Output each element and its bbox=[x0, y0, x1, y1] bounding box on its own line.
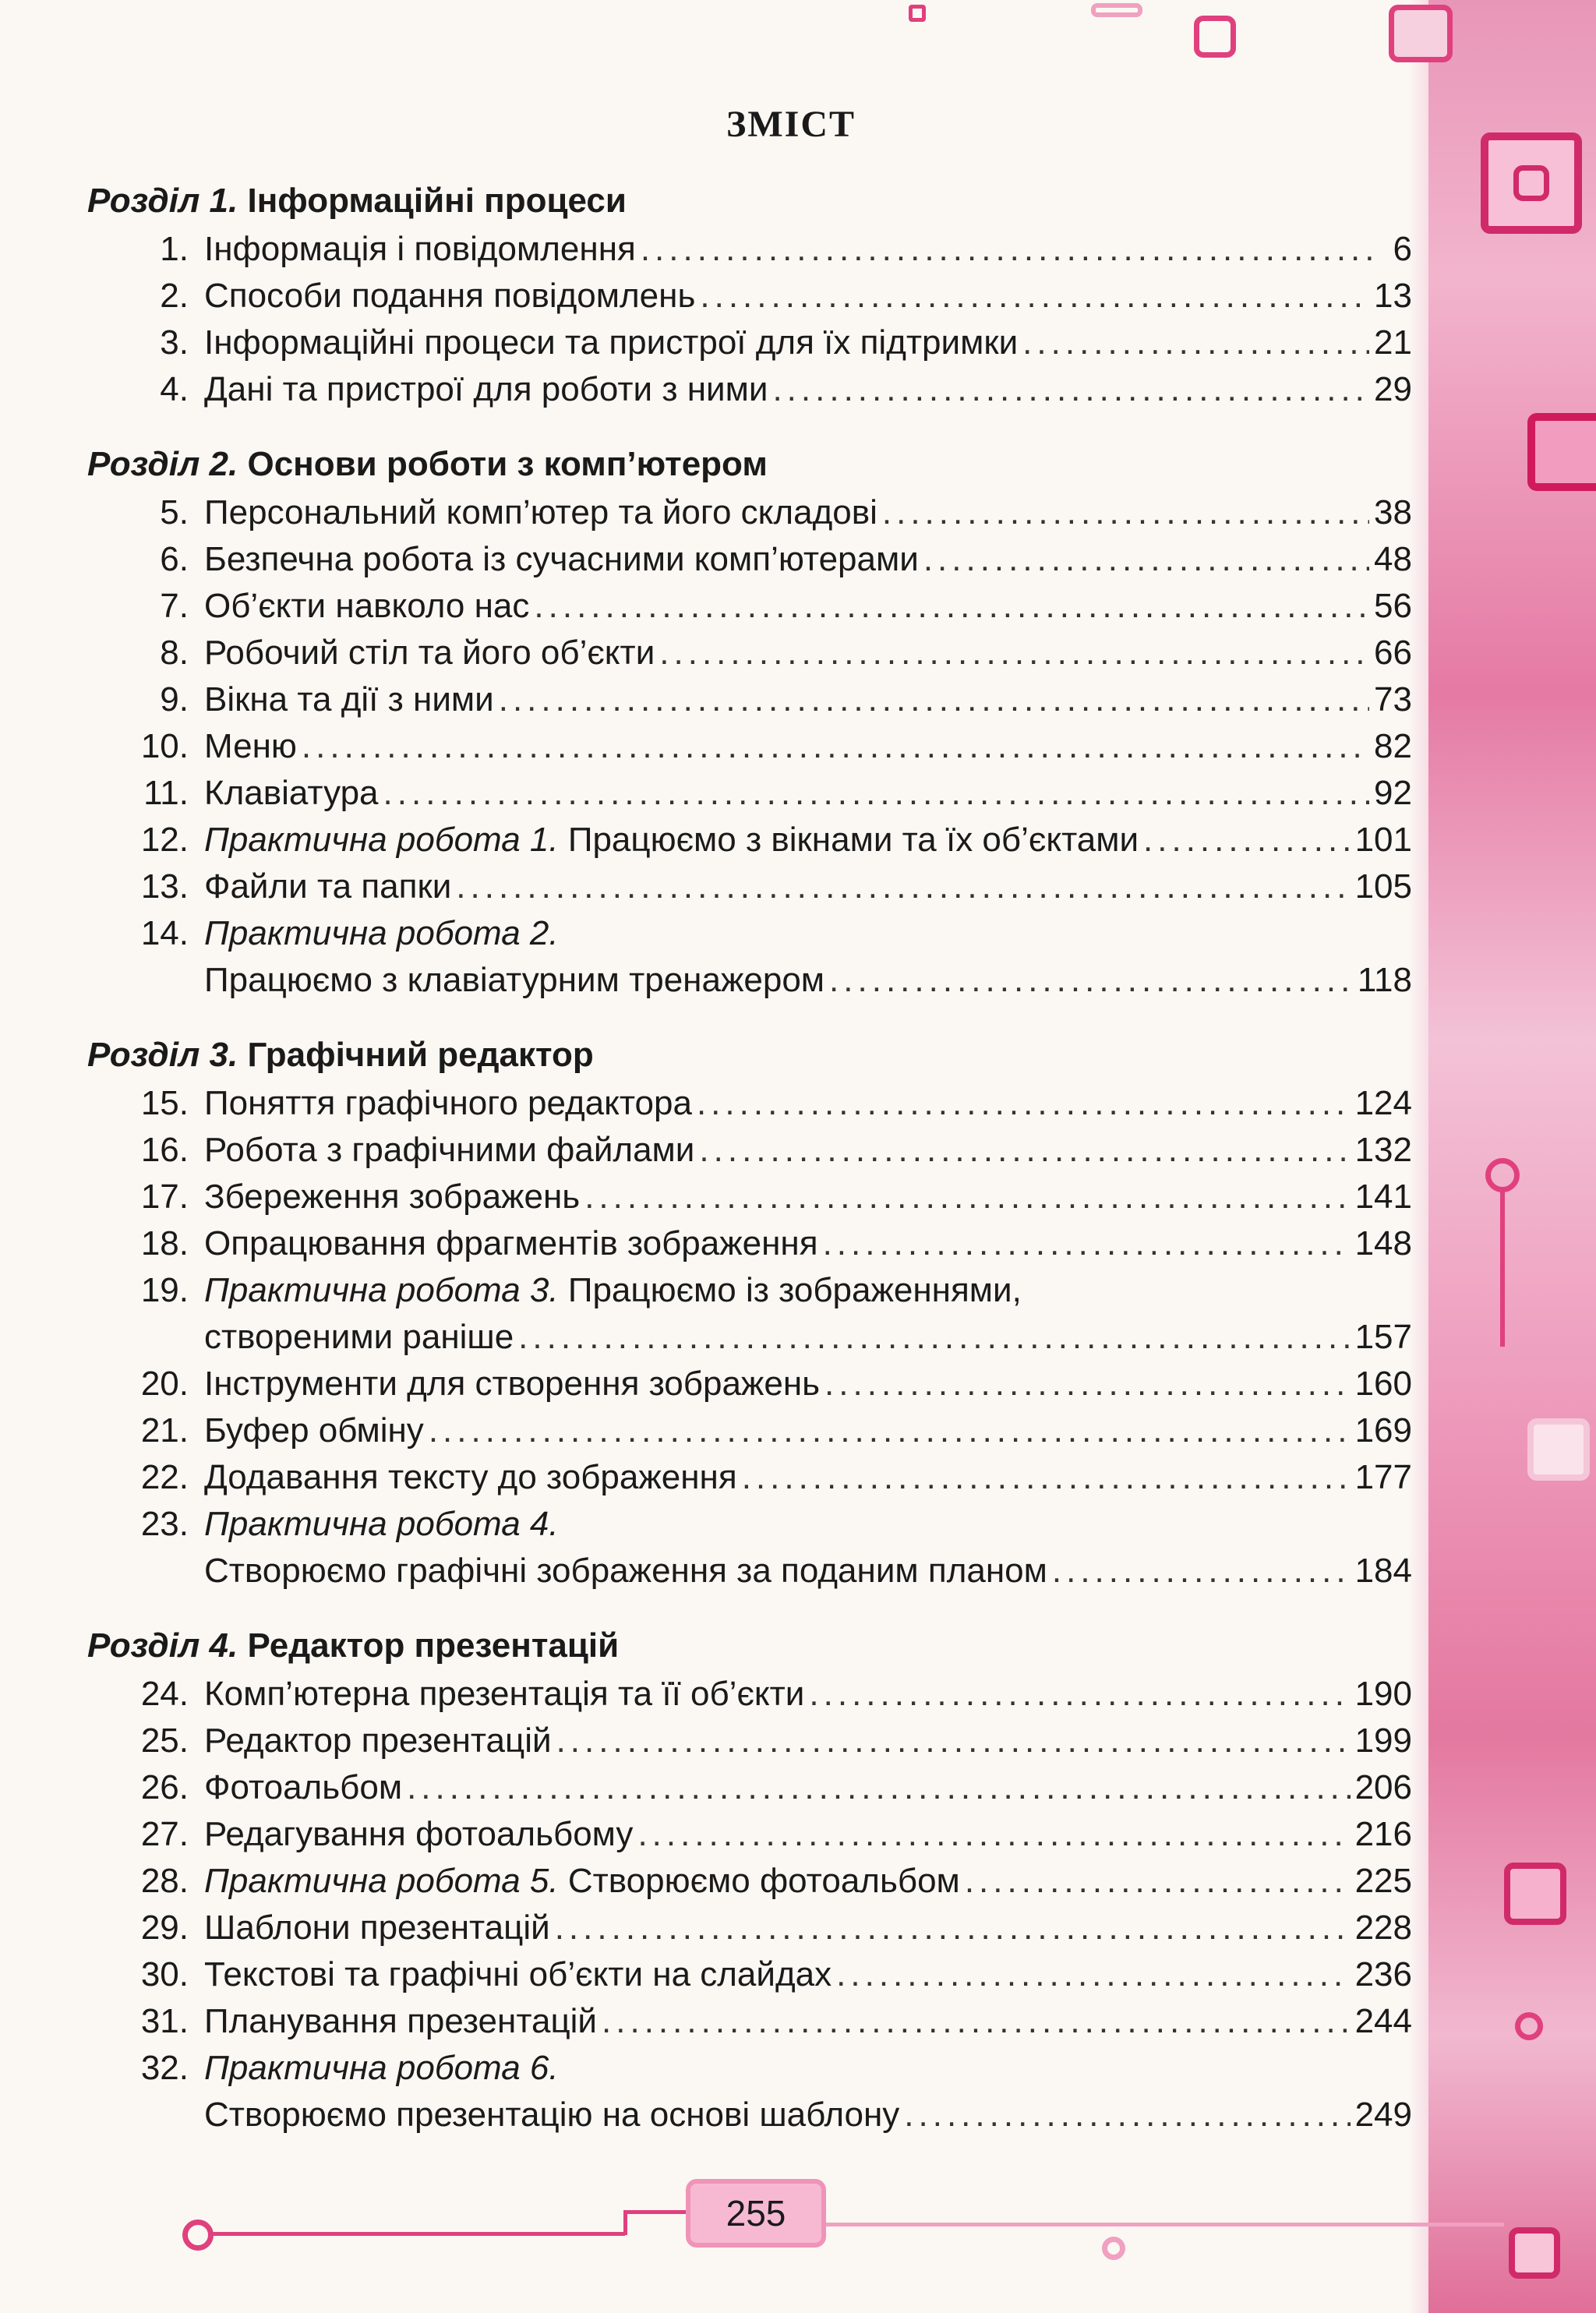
entry-page-number: 199 bbox=[1354, 1722, 1412, 1760]
entry-text: Вікна та дії з ними bbox=[204, 680, 494, 719]
section-heading bbox=[87, 1621, 1412, 1671]
dot-leader bbox=[882, 489, 1369, 536]
toc-entry[interactable] bbox=[87, 817, 1412, 863]
entry-text: Опрацювання фрагментів зображення bbox=[204, 1224, 818, 1262]
entry-text: Файли та папки bbox=[204, 867, 452, 906]
toc-entry[interactable] bbox=[87, 957, 1412, 1004]
toc-entry[interactable] bbox=[87, 1407, 1412, 1454]
entry-number: 4. bbox=[160, 370, 189, 408]
entry-number: 18. bbox=[140, 1224, 189, 1262]
toc-entry[interactable] bbox=[87, 630, 1412, 676]
section-heading bbox=[87, 176, 1412, 226]
entry-text: Буфер обміну bbox=[204, 1411, 424, 1450]
entry-title bbox=[204, 1905, 550, 1951]
entry-title bbox=[204, 1858, 960, 1905]
entry-title bbox=[204, 1220, 818, 1267]
entry-italic-prefix: Практична робота 1. bbox=[204, 821, 559, 859]
dot-leader bbox=[637, 1811, 1350, 1858]
entry-text: Способи подання повідомлень bbox=[204, 277, 696, 315]
entry-page-number: 21 bbox=[1374, 323, 1412, 362]
entry-italic-prefix: Практична робота 6. bbox=[204, 2049, 559, 2087]
entry-page-number: 38 bbox=[1374, 493, 1412, 531]
entry-text: Працюємо із зображеннями, bbox=[558, 1271, 1022, 1309]
entry-text: Клавіатура bbox=[204, 774, 379, 812]
entry-title bbox=[204, 1174, 580, 1220]
page-title: ЗМІСТ bbox=[726, 104, 856, 145]
toc-entry[interactable] bbox=[87, 1548, 1412, 1594]
entry-title bbox=[204, 366, 768, 413]
dot-leader bbox=[923, 536, 1369, 583]
entry-title bbox=[204, 630, 655, 676]
entry-italic-prefix: Практична робота 2. bbox=[204, 914, 559, 952]
entry-page-number: 105 bbox=[1354, 867, 1412, 906]
entry-title bbox=[204, 1548, 1047, 1594]
entry-title bbox=[204, 1998, 597, 2045]
entry-page-number: 169 bbox=[1354, 1411, 1412, 1450]
toc-entry[interactable] bbox=[87, 1220, 1412, 1267]
decor-ring-icon bbox=[1102, 2237, 1125, 2260]
toc-entry[interactable] bbox=[87, 320, 1412, 366]
entry-number: 14. bbox=[140, 914, 189, 952]
entry-number: 30. bbox=[140, 1955, 189, 1993]
decor-line bbox=[623, 2210, 686, 2214]
entry-text: створеними раніше bbox=[204, 1318, 514, 1356]
entry-number: 2. bbox=[160, 277, 189, 315]
entry-text: Створюємо презентацію на основі шаблону bbox=[204, 2096, 900, 2134]
entry-number: 15. bbox=[140, 1084, 189, 1122]
entry-title bbox=[204, 723, 297, 770]
entry-text: Збереження зображень bbox=[204, 1178, 581, 1216]
entry-page-number: 118 bbox=[1357, 961, 1412, 999]
dot-leader bbox=[824, 1361, 1351, 1407]
entry-title bbox=[204, 1267, 1022, 1314]
toc-entry[interactable] bbox=[87, 1361, 1412, 1407]
section-heading bbox=[87, 1030, 1412, 1080]
dot-leader bbox=[602, 1998, 1351, 2045]
entry-page-number: 249 bbox=[1354, 2096, 1412, 2134]
decor-square-icon bbox=[1194, 16, 1236, 58]
entry-text: Дані та пристрої для роботи з ними bbox=[204, 370, 768, 408]
toc-entry[interactable] bbox=[87, 2045, 1412, 2092]
entry-title bbox=[204, 1764, 402, 1811]
decor-ring-icon bbox=[1485, 1158, 1520, 1192]
dot-leader bbox=[584, 1174, 1350, 1220]
entry-number: 29. bbox=[140, 1909, 189, 1947]
entry-number: 1. bbox=[160, 230, 189, 268]
dot-leader bbox=[556, 1718, 1351, 1764]
entry-title bbox=[204, 1454, 737, 1501]
entry-number: 12. bbox=[140, 821, 189, 859]
entry-title bbox=[204, 1314, 514, 1361]
dot-leader bbox=[641, 226, 1376, 273]
section-label: Розділ 4. bbox=[87, 1626, 238, 1665]
entry-text: Шаблони презентацій bbox=[204, 1909, 550, 1947]
entry-text: Меню bbox=[204, 727, 297, 765]
toc-entry[interactable] bbox=[87, 770, 1412, 817]
dot-leader bbox=[697, 1080, 1351, 1127]
section-label: Розділ 1. bbox=[87, 182, 238, 220]
entry-page-number: 216 bbox=[1354, 1815, 1412, 1853]
toc-entry[interactable] bbox=[87, 910, 1412, 957]
decor-square-icon bbox=[1527, 1418, 1590, 1481]
entry-number: 32. bbox=[140, 2049, 189, 2087]
entry-text: Планування презентацій bbox=[204, 2002, 598, 2040]
entry-title bbox=[204, 226, 636, 273]
dot-leader bbox=[700, 273, 1369, 320]
decor-square-icon bbox=[1091, 3, 1142, 17]
entry-page-number: 190 bbox=[1354, 1675, 1412, 1713]
toc-entry[interactable] bbox=[87, 1951, 1412, 1998]
entry-number: 31. bbox=[140, 2002, 189, 2040]
entry-number: 22. bbox=[140, 1458, 189, 1496]
entry-text: Фотоальбом bbox=[204, 1768, 403, 1806]
entry-page-number: 160 bbox=[1354, 1365, 1412, 1403]
entry-title bbox=[204, 320, 1018, 366]
entry-page-number: 236 bbox=[1354, 1955, 1412, 1993]
dot-leader bbox=[829, 957, 1353, 1004]
entry-page-number: 66 bbox=[1374, 634, 1412, 672]
dot-leader bbox=[1143, 817, 1351, 863]
entry-number: 17. bbox=[140, 1178, 189, 1216]
entry-number: 7. bbox=[160, 587, 189, 625]
toc-entry[interactable] bbox=[87, 863, 1412, 910]
entry-title bbox=[204, 957, 824, 1004]
entry-title bbox=[204, 1407, 424, 1454]
entry-page-number: 124 bbox=[1354, 1084, 1412, 1122]
entry-page-number: 206 bbox=[1354, 1768, 1412, 1806]
entry-number: 21. bbox=[140, 1411, 189, 1450]
entry-title bbox=[204, 273, 695, 320]
dot-leader bbox=[456, 863, 1350, 910]
entry-title bbox=[204, 1671, 804, 1718]
dot-leader bbox=[809, 1671, 1350, 1718]
entry-title bbox=[204, 817, 1139, 863]
decor-square-icon bbox=[1504, 1863, 1566, 1925]
entry-title bbox=[204, 536, 919, 583]
dot-leader bbox=[699, 1127, 1350, 1174]
entry-text: Інформаційні процеси та пристрої для їх підтримки bbox=[204, 323, 1019, 362]
dot-leader bbox=[772, 366, 1369, 413]
entry-number: 19. bbox=[140, 1271, 189, 1309]
entry-page-number: 82 bbox=[1374, 727, 1412, 765]
entry-text: Безпечна робота із сучасними комп’ютерами bbox=[204, 540, 919, 578]
entry-text: Інформація і повідомлення bbox=[204, 230, 636, 268]
toc-entry[interactable] bbox=[87, 1811, 1412, 1858]
entry-title bbox=[204, 2092, 899, 2138]
toc-entry[interactable] bbox=[87, 2092, 1412, 2138]
dot-leader bbox=[407, 1764, 1351, 1811]
toc-entry[interactable] bbox=[87, 273, 1412, 320]
entry-title bbox=[204, 770, 379, 817]
section-label: Розділ 2. bbox=[87, 445, 238, 483]
dot-leader bbox=[383, 770, 1370, 817]
entry-page-number: 148 bbox=[1354, 1224, 1412, 1262]
dot-leader bbox=[823, 1220, 1351, 1267]
entry-title bbox=[204, 1811, 633, 1858]
dot-leader bbox=[555, 1905, 1351, 1951]
entry-text: Робота з графічними файлами bbox=[204, 1131, 695, 1169]
section-name: Графічний редактор bbox=[247, 1036, 594, 1074]
entry-number: 3. bbox=[160, 323, 189, 362]
toc-entry[interactable] bbox=[87, 723, 1412, 770]
entry-page-number: 73 bbox=[1374, 680, 1412, 719]
entry-title bbox=[204, 1080, 692, 1127]
decor-line bbox=[212, 2232, 625, 2236]
entry-page-number: 244 bbox=[1354, 2002, 1412, 2040]
decor-square-icon bbox=[1513, 165, 1549, 201]
table-of-contents bbox=[87, 176, 1412, 2138]
entry-text: Персональний комп’ютер та його складові bbox=[204, 493, 877, 531]
entry-italic-prefix: Практична робота 5. bbox=[204, 1862, 559, 1900]
entry-page-number: 132 bbox=[1354, 1131, 1412, 1169]
entry-number: 25. bbox=[140, 1722, 189, 1760]
toc-entry[interactable] bbox=[87, 226, 1412, 273]
entry-number: 11. bbox=[143, 774, 189, 812]
entry-page-number: 48 bbox=[1374, 540, 1412, 578]
toc-entry[interactable] bbox=[87, 676, 1412, 723]
toc-entry[interactable] bbox=[87, 1454, 1412, 1501]
dot-leader bbox=[836, 1951, 1350, 1998]
entry-title bbox=[204, 1127, 694, 1174]
entry-number: 24. bbox=[140, 1675, 189, 1713]
dot-leader bbox=[904, 2092, 1350, 2138]
toc-entry[interactable] bbox=[87, 489, 1412, 536]
entry-title bbox=[204, 1718, 552, 1764]
entry-page-number: 184 bbox=[1354, 1552, 1412, 1590]
entry-text: Редактор презентацій bbox=[204, 1722, 552, 1760]
entry-italic-prefix: Практична робота 4. bbox=[204, 1505, 559, 1543]
entry-number: 27. bbox=[140, 1815, 189, 1853]
entry-page-number: 177 bbox=[1354, 1458, 1412, 1496]
entry-page-number: 29 bbox=[1374, 370, 1412, 408]
entry-number: 23. bbox=[140, 1505, 189, 1543]
entry-number: 5. bbox=[160, 493, 189, 531]
section-heading bbox=[87, 440, 1412, 489]
entry-number: 28. bbox=[140, 1862, 189, 1900]
entry-number: 6. bbox=[160, 540, 189, 578]
dot-leader bbox=[1052, 1548, 1351, 1594]
dot-leader bbox=[534, 583, 1369, 630]
entry-title bbox=[204, 1501, 559, 1548]
entry-title bbox=[204, 2045, 559, 2092]
dot-leader bbox=[302, 723, 1369, 770]
toc-entry[interactable] bbox=[87, 1998, 1412, 2045]
decor-line bbox=[623, 2212, 627, 2235]
decor-line bbox=[826, 2223, 1504, 2226]
toc-entry[interactable] bbox=[87, 1080, 1412, 1127]
entry-text: Створюємо фотоальбом bbox=[558, 1862, 960, 1900]
toc-entry[interactable] bbox=[87, 536, 1412, 583]
entry-title bbox=[204, 1951, 832, 1998]
entry-number: 10. bbox=[140, 727, 189, 765]
toc-entry[interactable] bbox=[87, 1905, 1412, 1951]
dot-leader bbox=[429, 1407, 1351, 1454]
entry-text: Інструменти для створення зображень bbox=[204, 1365, 821, 1403]
entry-title bbox=[204, 583, 529, 630]
dot-leader bbox=[518, 1314, 1350, 1361]
entry-text: Працюємо з клавіатурним тренажером bbox=[204, 961, 825, 999]
toc-entry[interactable] bbox=[87, 1314, 1412, 1361]
decorative-side-band bbox=[1428, 0, 1596, 2313]
toc-entry[interactable] bbox=[87, 1718, 1412, 1764]
toc-entry[interactable] bbox=[87, 1267, 1412, 1314]
dot-leader bbox=[742, 1454, 1351, 1501]
section-label: Розділ 3. bbox=[87, 1036, 238, 1074]
toc-entry[interactable] bbox=[87, 1764, 1412, 1811]
entry-text: Створюємо графічні зображення за поданим планом bbox=[204, 1552, 1047, 1590]
toc-entry[interactable] bbox=[87, 1501, 1412, 1548]
entry-number: 13. bbox=[140, 867, 189, 906]
entry-text: Об’єкти навколо нас bbox=[204, 587, 530, 625]
entry-text: Текстові та графічні об’єкти на слайдах bbox=[204, 1955, 832, 1993]
entry-title bbox=[204, 910, 559, 957]
toc-entry[interactable] bbox=[87, 1127, 1412, 1174]
entry-number: 16. bbox=[140, 1131, 189, 1169]
entry-number: 9. bbox=[160, 680, 189, 719]
entry-page-number: 92 bbox=[1374, 774, 1412, 812]
entry-page-number: 56 bbox=[1374, 587, 1412, 625]
entry-text: Працюємо з вікнами та їх об’єктами bbox=[558, 821, 1139, 859]
entry-text: Додавання тексту до зображення bbox=[204, 1458, 737, 1496]
entry-text: Поняття графічного редактора bbox=[204, 1084, 692, 1122]
decor-square-icon bbox=[909, 5, 926, 22]
entry-page-number: 13 bbox=[1374, 277, 1412, 315]
entry-title bbox=[204, 863, 451, 910]
section-name: Інформаційні процеси bbox=[247, 182, 627, 220]
entry-number: 8. bbox=[160, 634, 189, 672]
entry-title bbox=[204, 1361, 820, 1407]
entry-page-number: 228 bbox=[1354, 1909, 1412, 1947]
decor-square-icon bbox=[1527, 413, 1596, 491]
section-name: Редактор презентацій bbox=[247, 1626, 620, 1665]
dot-leader bbox=[1022, 320, 1369, 366]
entry-page-number: 6 bbox=[1393, 230, 1412, 268]
section-name: Основи роботи з комп’ютером bbox=[247, 445, 768, 483]
entry-title bbox=[204, 676, 494, 723]
entry-page-number: 157 bbox=[1354, 1318, 1412, 1356]
toc-entry[interactable] bbox=[87, 1174, 1412, 1220]
entry-text: Комп’ютерна презентація та її об’єкти bbox=[204, 1675, 805, 1713]
entry-page-number: 141 bbox=[1354, 1178, 1412, 1216]
entry-number: 20. bbox=[140, 1365, 189, 1403]
entry-number: 26. bbox=[140, 1768, 189, 1806]
entry-text: Редагування фотоальбому bbox=[204, 1815, 634, 1853]
decor-square-icon bbox=[1509, 2227, 1560, 2279]
toc-entry[interactable] bbox=[87, 1671, 1412, 1718]
dot-leader bbox=[499, 676, 1369, 723]
decor-line bbox=[1500, 1191, 1505, 1347]
entry-text: Робочий стіл та його об’єкти bbox=[204, 634, 655, 672]
page-number: 255 bbox=[686, 2179, 826, 2248]
decor-ring-icon bbox=[182, 2219, 214, 2251]
toc-entry[interactable] bbox=[87, 1858, 1412, 1905]
decor-square-icon bbox=[1389, 5, 1453, 62]
dot-leader bbox=[965, 1858, 1351, 1905]
entry-page-number: 225 bbox=[1354, 1862, 1412, 1900]
decor-ring-icon bbox=[1515, 2012, 1543, 2040]
entry-italic-prefix: Практична робота 3. bbox=[204, 1271, 559, 1309]
toc-entry[interactable] bbox=[87, 583, 1412, 630]
toc-entry[interactable] bbox=[87, 366, 1412, 413]
entry-title bbox=[204, 489, 877, 536]
dot-leader bbox=[659, 630, 1369, 676]
entry-page-number: 101 bbox=[1354, 821, 1412, 859]
